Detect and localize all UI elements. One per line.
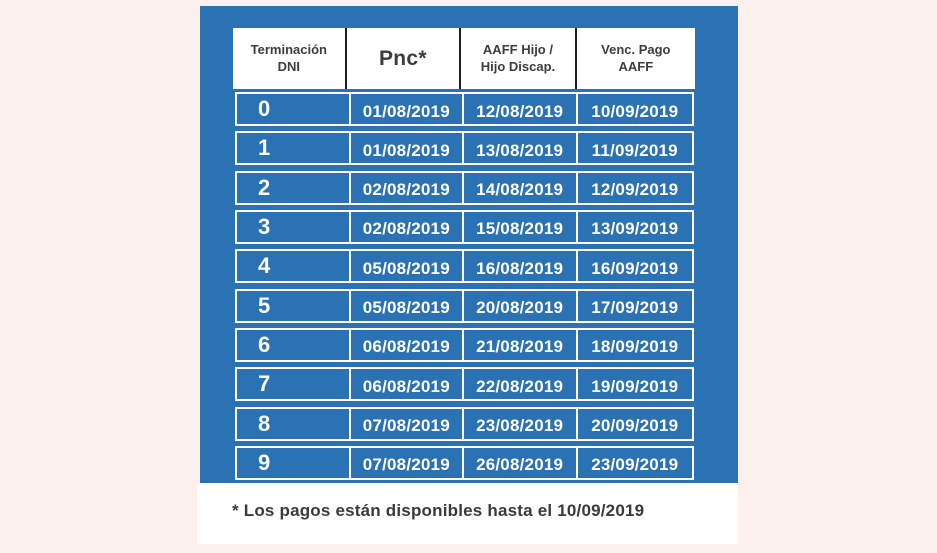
header-line: DNI xyxy=(277,58,301,74)
table-row xyxy=(235,367,694,401)
aaff-hijo-date-cell: 12/08/2019 xyxy=(462,94,576,124)
pnc-date-cell: 05/08/2019 xyxy=(349,251,462,281)
table-row xyxy=(235,249,694,283)
header-venc-pago-aaff xyxy=(577,28,695,89)
pnc-date-cell: 05/08/2019 xyxy=(349,291,462,321)
header-line: Pnc* xyxy=(378,46,427,70)
dni-cell: 6 xyxy=(258,331,271,357)
dni-cell: 2 xyxy=(258,174,271,200)
aaff-hijo-date-cell: 21/08/2019 xyxy=(462,330,576,360)
table-row xyxy=(235,131,694,165)
header-line: Venc. Pago xyxy=(601,41,671,57)
pnc-date-cell: 01/08/2019 xyxy=(349,94,462,124)
table-row xyxy=(235,446,694,480)
header-line: Terminación xyxy=(250,41,327,57)
venc-pago-date-cell: 17/09/2019 xyxy=(576,291,692,321)
aaff-hijo-date-cell: 14/08/2019 xyxy=(462,173,576,203)
dni-cell: 3 xyxy=(258,213,271,239)
pnc-date-cell: 07/08/2019 xyxy=(349,409,462,439)
dni-cell: 9 xyxy=(258,449,271,475)
aaff-hijo-date-cell: 26/08/2019 xyxy=(462,448,576,478)
aaff-hijo-date-cell: 20/08/2019 xyxy=(462,291,576,321)
aaff-hijo-date-cell: 23/08/2019 xyxy=(462,409,576,439)
header-terminacion-dni xyxy=(233,28,347,89)
venc-pago-date-cell: 18/09/2019 xyxy=(576,330,692,360)
pnc-date-cell: 02/08/2019 xyxy=(349,173,462,203)
aaff-hijo-date-cell: 22/08/2019 xyxy=(462,369,576,399)
header-line: AAFF xyxy=(618,58,654,74)
dni-cell: 8 xyxy=(258,410,271,436)
dni-cell: 0 xyxy=(258,96,271,121)
footnote xyxy=(197,483,738,544)
venc-pago-date-cell: 23/09/2019 xyxy=(576,448,692,478)
aaff-hijo-date-cell: 15/08/2019 xyxy=(462,212,576,242)
pnc-date-cell: 07/08/2019 xyxy=(349,448,462,478)
table-row xyxy=(235,289,694,323)
pnc-date-cell: 02/08/2019 xyxy=(349,212,462,242)
header-pnc xyxy=(347,28,462,89)
table-row xyxy=(235,328,694,362)
table-row xyxy=(235,210,694,244)
venc-pago-date-cell: 11/09/2019 xyxy=(576,133,692,163)
venc-pago-date-cell: 10/09/2019 xyxy=(576,94,692,124)
payment-schedule-panel xyxy=(200,6,738,483)
dni-cell: 1 xyxy=(258,135,271,161)
footnote-text: * Los pagos están disponibles hasta el 10/09/2019 xyxy=(232,500,645,520)
pnc-date-cell: 06/08/2019 xyxy=(349,369,462,399)
venc-pago-date-cell: 13/09/2019 xyxy=(576,212,692,242)
table-row xyxy=(235,92,694,126)
header-aaff-hijo xyxy=(461,28,577,89)
aaff-hijo-date-cell: 16/08/2019 xyxy=(462,251,576,281)
dni-cell: 7 xyxy=(258,371,271,397)
dni-cell: 5 xyxy=(258,292,271,318)
pnc-date-cell: 06/08/2019 xyxy=(349,330,462,360)
table-row xyxy=(235,171,694,205)
venc-pago-date-cell: 19/09/2019 xyxy=(576,369,692,399)
venc-pago-date-cell: 16/09/2019 xyxy=(576,251,692,281)
pnc-date-cell: 01/08/2019 xyxy=(349,133,462,163)
venc-pago-date-cell: 20/09/2019 xyxy=(576,409,692,439)
header-line: AAFF Hijo / xyxy=(482,41,553,57)
dni-cell: 4 xyxy=(258,253,271,279)
table-header-row xyxy=(233,28,695,89)
aaff-hijo-date-cell: 13/08/2019 xyxy=(462,133,576,163)
table-body xyxy=(235,92,694,480)
header-line: Hijo Discap. xyxy=(480,58,556,74)
venc-pago-date-cell: 12/09/2019 xyxy=(576,173,692,203)
table-row xyxy=(235,407,694,441)
